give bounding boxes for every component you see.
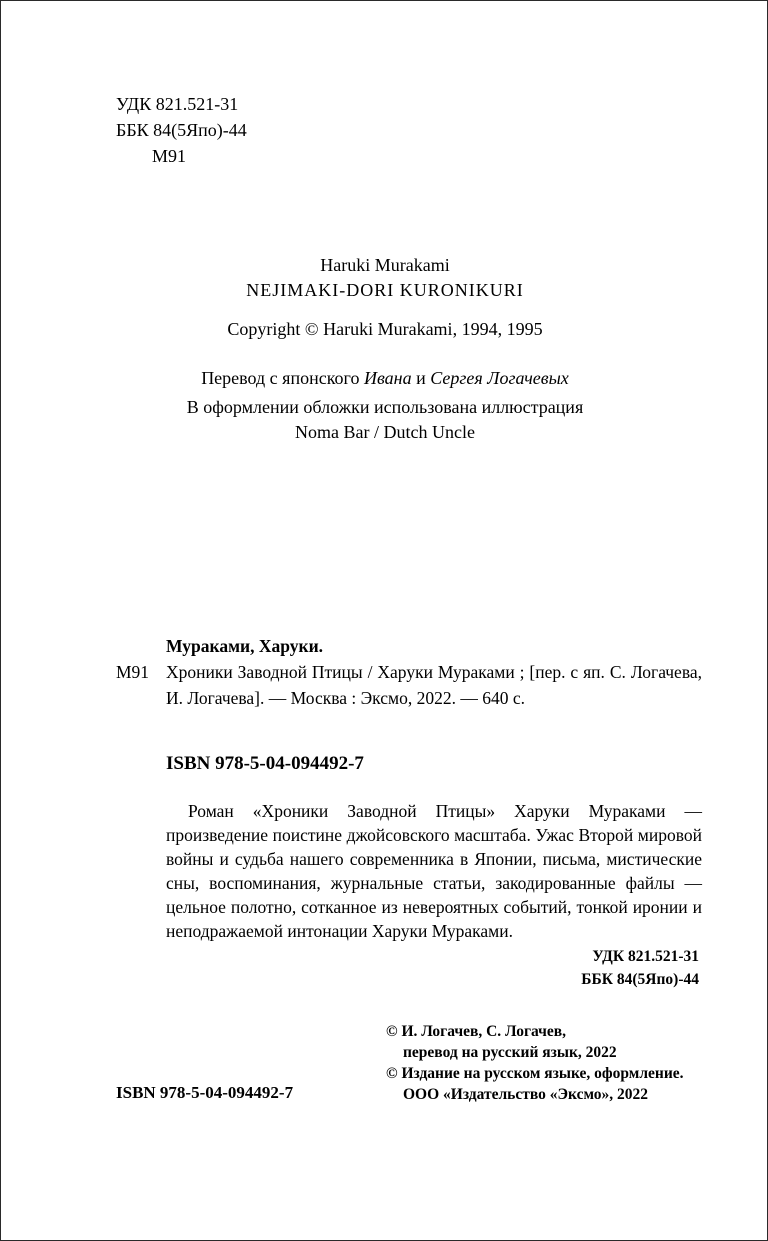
cataloguing-block bbox=[116, 91, 247, 169]
bbk-number: ББК 84(5Япо)-44 bbox=[116, 120, 247, 140]
annotation-paragraph: Роман «Хроники Заводной Птицы» Харуки Мураками — произведение поистине джойсовского масштаба. Ужас Второй мировой войны и судьба нашего современника в Японии, письма, мистические сны, воспоминания, журнальные статьи, закодированные файлы — цельное полотно, сотканное из невероятных событий, тонкой иронии и неподражаемой интонации Харуки Мураками. bbox=[166, 801, 702, 941]
translator-name-2: Сергея Логачевых bbox=[430, 368, 569, 388]
isbn-bottom: ISBN 978-5-04-094492-7 bbox=[116, 1083, 294, 1102]
copyright-line-1: © И. Логачев, С. Логачев, bbox=[386, 1023, 566, 1040]
isbn-middle: ISBN 978-5-04-094492-7 bbox=[166, 753, 364, 774]
original-author: Haruki Murakami bbox=[320, 255, 450, 275]
translation-credit bbox=[1, 368, 768, 389]
original-title: NEJIMAKI-DORI KURONIKURI bbox=[246, 280, 524, 300]
author-sign-code: М91 bbox=[152, 146, 187, 166]
translation-conjunction: и bbox=[411, 368, 431, 388]
bib-entry-text: Хроники Заводной Птицы / Харуки Мураками ; [пер. с яп. С. Логачева, И. Логачева]. — Москва : Эксмо, 2022. — 640 с. bbox=[166, 662, 702, 708]
translation-prefix: Перевод с японского bbox=[201, 368, 364, 388]
copyright-block bbox=[386, 1021, 684, 1105]
cover-credit-line-2: Noma Bar / Dutch Uncle bbox=[295, 422, 475, 442]
bbk-number-bottom: ББК 84(5Япо)-44 bbox=[581, 971, 699, 988]
udk-number: УДК 821.521-31 bbox=[116, 94, 239, 114]
udk-number-bottom: УДК 821.521-31 bbox=[592, 948, 699, 965]
copyright-line-3: © Издание на русском языке, оформление. bbox=[386, 1065, 684, 1082]
bib-author-sign-code: М91 bbox=[116, 662, 150, 682]
translator-name-1: Ивана bbox=[363, 368, 412, 388]
cover-credit-line-1: В оформлении обложки использована иллюстрация bbox=[186, 397, 584, 417]
bibliographic-record bbox=[116, 633, 702, 711]
cataloguing-block-bottom bbox=[581, 945, 699, 991]
copyright-line-2: перевод на русский язык, 2022 bbox=[403, 1044, 617, 1061]
copyright-line-4: ООО «Издательство «Эксмо», 2022 bbox=[403, 1086, 649, 1103]
bib-author-heading: Мураками, Харуки. bbox=[166, 636, 324, 656]
original-copyright: Copyright © Haruki Murakami, 1994, 1995 bbox=[227, 319, 543, 339]
